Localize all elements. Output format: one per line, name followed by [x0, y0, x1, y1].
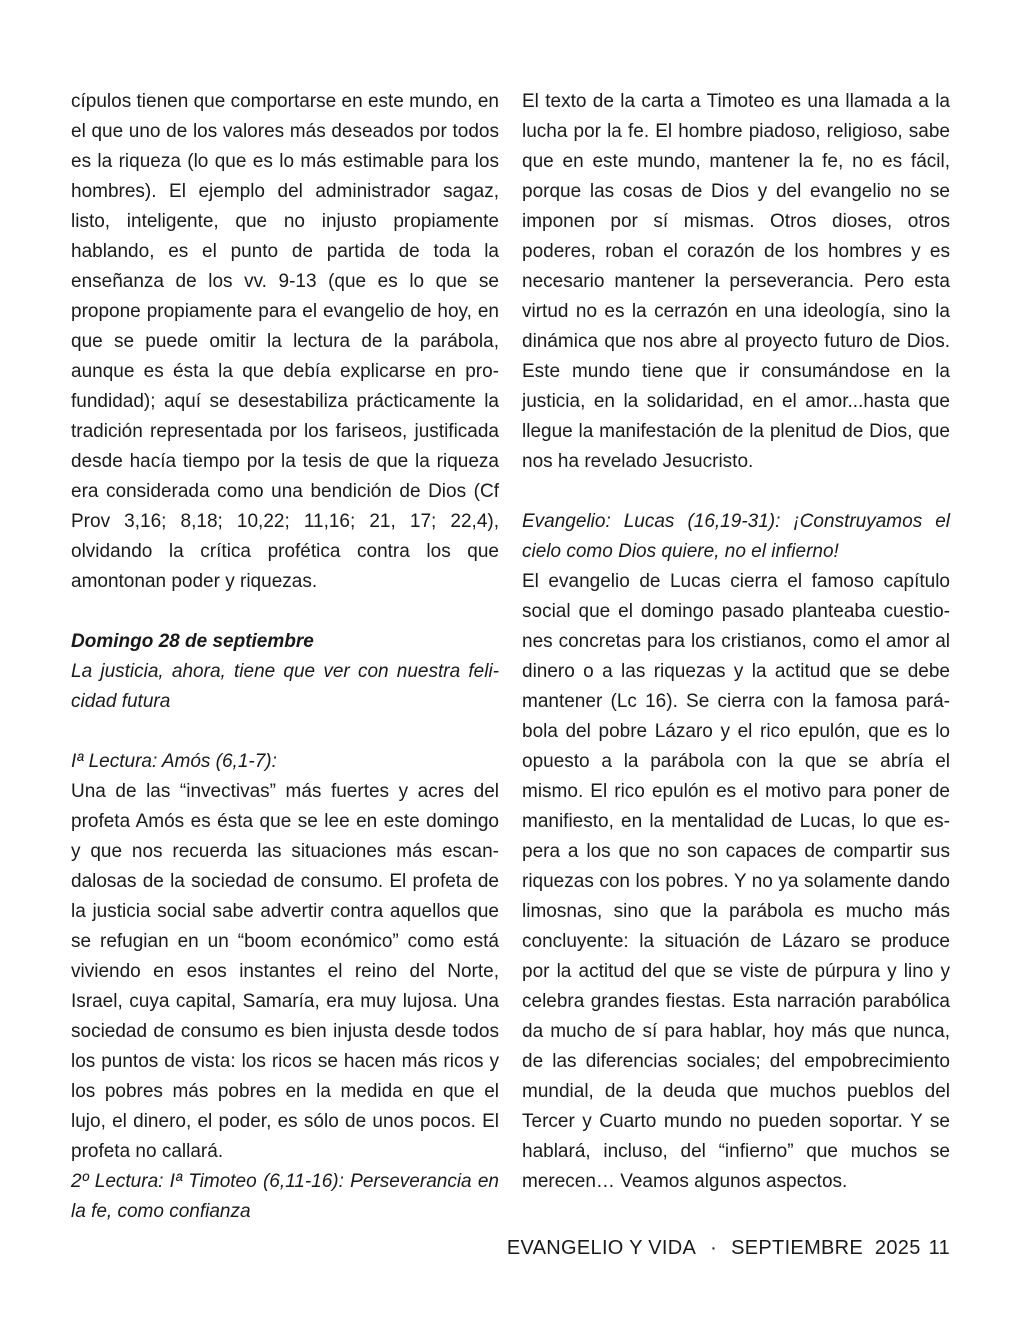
issue-month: SEPTIEMBRE	[731, 1237, 864, 1259]
section-heading-sunday: Domingo 28 de septiembre	[71, 631, 314, 652]
publication-name: EVANGELIO Y VIDA	[506, 1237, 697, 1259]
page-footer	[507, 1235, 950, 1261]
gospel-heading: Evangelio: Lucas (16,19-31): ¡Construyamos el cielo como Dios quiere, no el infierno!	[522, 511, 950, 562]
left-column	[71, 87, 499, 1227]
section-subtitle: La justicia, ahora, tiene que ver con nuestra felicidad futura	[71, 661, 499, 712]
reading2-heading: 2º Lectura: Iª Timoteo (6,11-16): Perseverancia en la fe, como confianza	[71, 1171, 499, 1222]
right-column	[522, 87, 950, 1197]
gospel-text: El evangelio de Lucas cierra el famoso capítulo social que el domingo pasado planteaba cuestiones concretas para los cristianos, como el amor al dinero o a las riquezas y la actitud que se debe mantener (Lc 16). Se cierra con la famosa parábola del pobre Lázaro y el rico epulón, que es lo opuesto a la parábola con la que se abría el mismo. El rico epulón es el motivo para poner de manifiesto, en la mentalidad de Lucas, lo que espera a los que no son capaces de compartir sus riquezas con los pobres. Y no ya solamente dando limosnas, sino que la parábola es mucho más concluyente: la situación de Lázaro se produce por la actitud del que se viste de púrpura y lino y celebra grandes fiestas. Esta narración parabólica da mucho de sí para hablar, hoy más que nunca, de las diferencias sociales; del empobrecimiento mundial, de la deuda que muchos pueblos del Tercer y Cuarto mundo no pueden soportar. Y se hablará, incluso, del “infierno” que muchos se merecen… Veamos algunos aspectos.	[522, 571, 950, 1192]
body-paragraph-continued: cípulos tienen que comportarse en este mundo, en el que uno de los valores más deseados por todos es la riqueza (lo que es lo más estimable para los hombres). El ejemplo del administrador sagaz, listo, inteligente, que no injusto propiamente hablando, es el punto de partida de toda la enseñanza de los vv. 9-13 (que es lo que se propone propiamente para el evangelio de hoy, en que se puede omitir la lectura de la parábola, aunque es ésta la que debía explicarse en profundidad); aquí se desestabiliza prácticamente la tradición representada por los fariseos, justificada desde hacía tiempo por la tesis de que la riqueza era considerada como una bendición de Dios (Cf Prov 3,16; 8,18; 10,22; 11,16; 21, 17; 22,4), olvidando la crítica profética contra los que amontonan poder y riquezas.	[71, 91, 499, 592]
paragraph-gap	[522, 477, 950, 507]
reading1-text: Una de las “invectivas” más fuertes y acres del profeta Amós es ésta que se lee en este domingo y que nos recuerda las situaciones más escandalosas de la sociedad de consumo. El profeta de la justicia social sabe advertir contra aquellos que se refugian en un “boom económico” como está viviendo en esos instantes el reino del Norte, Israel, cuya capital, Samaría, era muy lujosa. Una sociedad de consumo es bien injusta desde todos los puntos de vista: los ricos se hacen más ricos y los pobres más pobres en la medida en que el lujo, el dinero, el poder, es sólo de unos pocos. El profeta no callará.	[71, 781, 499, 1162]
paragraph-gap	[71, 597, 499, 627]
reading1-heading: Iª Lectura: Amós (6,1-7):	[71, 751, 277, 772]
paragraph-gap	[71, 717, 499, 747]
page-number: 11	[928, 1237, 950, 1259]
reading2-text: El texto de la carta a Timoteo es una llamada a la lucha por la fe. El hombre piadoso, religioso, sabe que en este mundo, mantener la fe, no es fácil, porque las cosas de Dios y del evangelio no se imponen por sí mismas. Otros dioses, otros poderes, roban el corazón de los hombres y es necesario mantener la perseverancia. Pero esta virtud no es la cerrazón en una ideología, sino la dinámica que nos abre al proyecto futuro de Dios. Este mundo tiene que ir consumándose en la justicia, en la solidaridad, en el amor...hasta que llegue la manifestación de la plenitud de Dios, que nos ha revelado Jesucristo.	[522, 91, 950, 472]
footer-separator: ·	[710, 1237, 718, 1259]
issue-year: 2025	[874, 1237, 921, 1259]
